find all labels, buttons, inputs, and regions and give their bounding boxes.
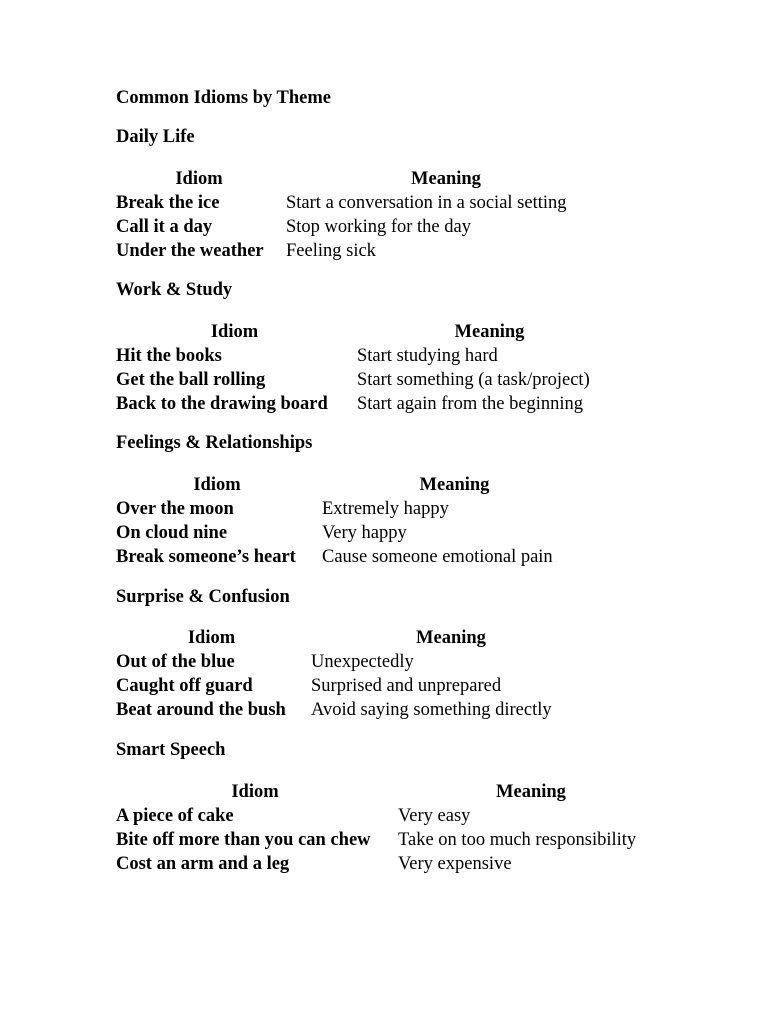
meaning-cell: Start again from the beginning <box>357 394 584 414</box>
meaning-cell: Feeling sick <box>286 241 376 261</box>
section-heading-work-study: Work & Study <box>116 280 233 300</box>
table-row <box>116 650 591 674</box>
table-header-row <box>116 473 587 497</box>
meaning-cell: Start a conversation in a social setting <box>286 193 567 213</box>
idiom-cell: Bite off more than you can chew <box>116 830 371 850</box>
table-header-row <box>116 780 664 804</box>
column-header-idiom: Idiom <box>175 169 223 189</box>
column-header-idiom: Idiom <box>193 475 241 495</box>
idiom-table-work-study <box>116 320 622 416</box>
table-row <box>116 215 606 239</box>
table-row <box>116 545 587 569</box>
table-row <box>116 497 587 521</box>
meaning-cell: Very easy <box>398 806 471 826</box>
column-header-meaning: Meaning <box>411 169 481 189</box>
table-row <box>116 698 591 722</box>
idiom-cell: Caught off guard <box>116 676 253 696</box>
table-row <box>116 804 664 828</box>
table-row <box>116 674 591 698</box>
idiom-cell: Get the ball rolling <box>116 370 266 390</box>
column-header-meaning: Meaning <box>419 475 490 495</box>
table-row <box>116 344 622 368</box>
column-header-idiom: Idiom <box>187 628 236 648</box>
table-row <box>116 852 664 876</box>
column-header-meaning: Meaning <box>416 628 486 648</box>
table-header-row <box>116 320 622 344</box>
idiom-table-feelings-relationships <box>116 473 587 569</box>
idiom-cell: Under the weather <box>116 241 264 261</box>
table-row <box>116 368 622 392</box>
column-header-meaning: Meaning <box>496 782 566 802</box>
meaning-cell: Unexpectedly <box>311 652 414 672</box>
idiom-cell: Break someone’s heart <box>116 547 296 567</box>
section-heading-feelings-relationships: Feelings & Relationships <box>116 433 313 453</box>
table-row <box>116 521 587 545</box>
meaning-cell: Extremely happy <box>322 499 449 519</box>
document-title: Common Idioms by Theme <box>116 88 331 108</box>
idiom-cell: Call it a day <box>116 217 213 237</box>
meaning-cell: Very happy <box>322 523 407 543</box>
table-row <box>116 828 664 852</box>
idiom-cell: Break the ice <box>116 193 220 213</box>
meaning-cell: Stop working for the day <box>286 217 471 237</box>
idiom-cell: Beat around the bush <box>116 700 286 720</box>
idiom-table-smart-speech <box>116 780 664 876</box>
meaning-cell: Avoid saying something directly <box>311 700 552 720</box>
section-heading-daily-life: Daily Life <box>116 127 195 147</box>
idiom-cell: Over the moon <box>116 499 234 519</box>
table-row <box>116 239 606 263</box>
section-heading-smart-speech: Smart Speech <box>116 740 226 760</box>
idiom-table-daily-life <box>116 167 606 263</box>
meaning-cell: Very expensive <box>398 854 512 874</box>
table-header-row <box>116 167 606 191</box>
meaning-cell: Take on too much responsibility <box>398 830 637 850</box>
section-heading-surprise-confusion: Surprise & Confusion <box>116 587 290 607</box>
idiom-cell: Cost an arm and a leg <box>116 854 290 874</box>
meaning-cell: Surprised and unprepared <box>311 676 502 696</box>
table-row <box>116 191 606 215</box>
table-row <box>116 392 622 416</box>
meaning-cell: Cause someone emotional pain <box>322 547 553 567</box>
column-header-idiom: Idiom <box>210 322 259 342</box>
idiom-cell: Hit the books <box>116 346 222 366</box>
idiom-cell: On cloud nine <box>116 523 228 543</box>
idiom-cell: Out of the blue <box>116 652 235 672</box>
idiom-cell: A piece of cake <box>116 806 234 826</box>
idiom-table-surprise-confusion <box>116 626 591 722</box>
column-header-meaning: Meaning <box>454 322 525 342</box>
meaning-cell: Start something (a task/project) <box>357 370 590 390</box>
meaning-cell: Start studying hard <box>357 346 498 366</box>
table-header-row <box>116 626 591 650</box>
column-header-idiom: Idiom <box>231 782 279 802</box>
idiom-cell: Back to the drawing board <box>116 394 328 414</box>
